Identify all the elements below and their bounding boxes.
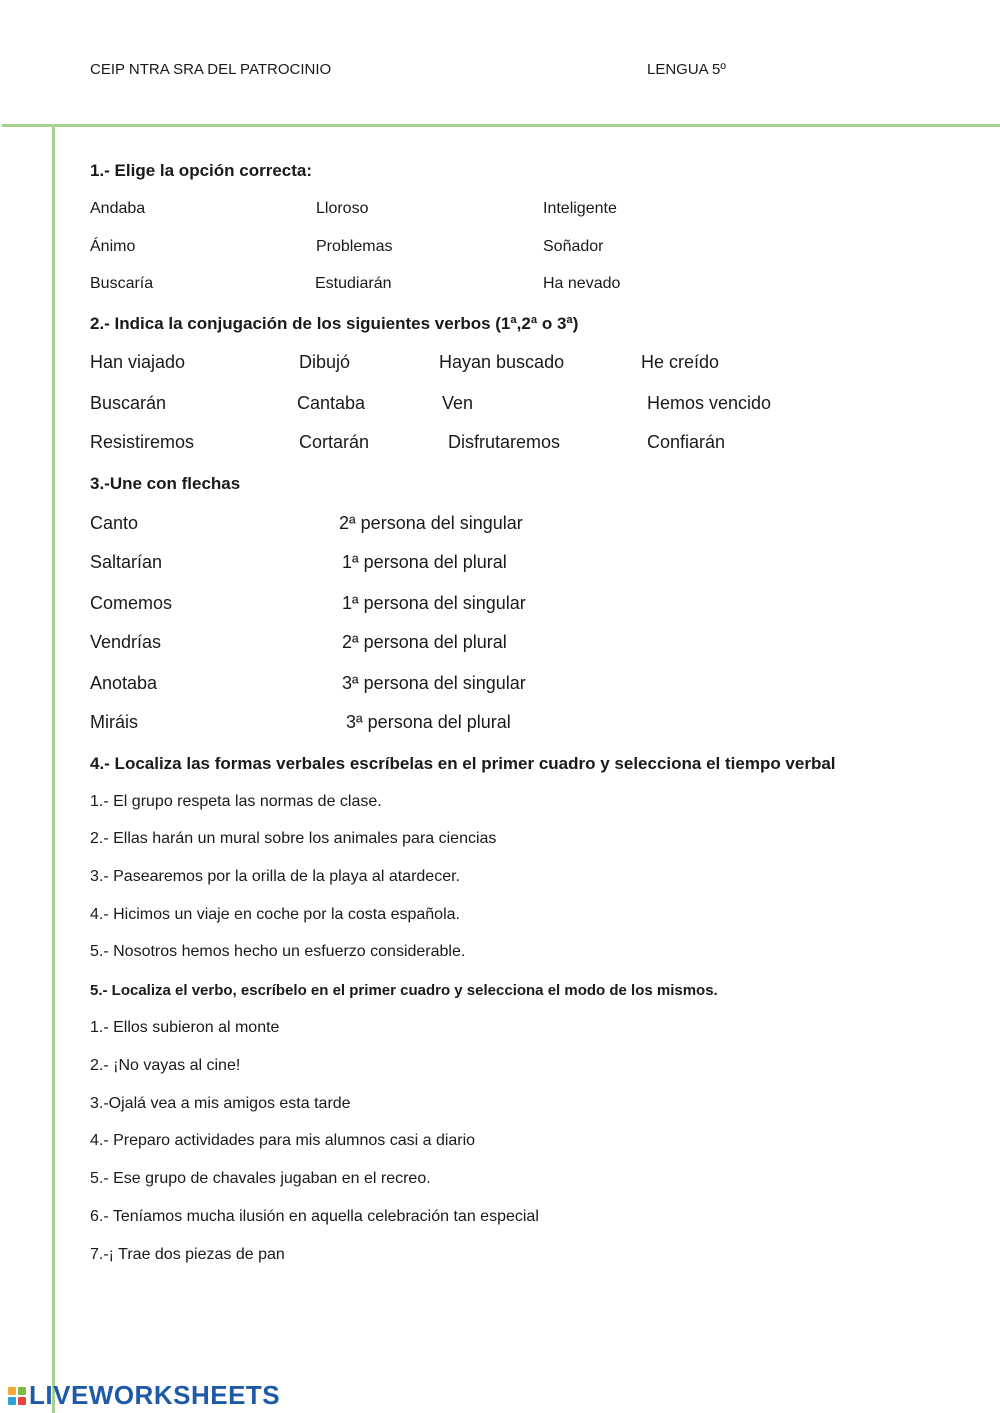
s5-sentence: 6.- Teníamos mucha ilusión en aquella celebración tan especial <box>90 1208 539 1225</box>
s2-verb: He creído <box>641 352 720 372</box>
s2-verb: Confiarán <box>647 432 726 452</box>
s3-verb[interactable]: Vendrías <box>90 632 162 652</box>
s3-verb[interactable]: Saltarían <box>90 552 163 572</box>
section3-title: 3.-Une con flechas <box>90 474 241 493</box>
margin-line <box>52 127 55 1413</box>
s1-word: Andaba <box>90 200 146 217</box>
s1-word: Inteligente <box>543 200 617 217</box>
s1-word: Ánimo <box>90 238 136 255</box>
s2-verb: Resistiremos <box>90 432 195 452</box>
s5-sentence: 5.- Ese grupo de chavales jugaban en el recreo. <box>90 1170 431 1187</box>
s2-verb: Buscarán <box>90 393 167 413</box>
brand-name: LIVEWORKSHEETS <box>29 1380 281 1410</box>
subject-label: LENGUA 5º <box>647 61 726 78</box>
s5-sentence: 7.-¡ Trae dos piezas de pan <box>90 1246 285 1263</box>
s5-sentence: 3.-Ojalá vea a mis amigos esta tarde <box>90 1095 351 1112</box>
s3-person[interactable]: 3ª persona del singular <box>342 673 526 693</box>
s3-person[interactable]: 1ª persona del singular <box>342 593 526 613</box>
s3-verb[interactable]: Canto <box>90 513 139 533</box>
s2-verb: Hayan buscado <box>439 352 565 372</box>
s4-sentence: 3.- Pasearemos por la orilla de la playa al atardecer. <box>90 868 460 885</box>
s3-verb[interactable]: Anotaba <box>90 673 158 693</box>
s4-sentence: 4.- Hicimos un viaje en coche por la costa española. <box>90 906 460 923</box>
s1-word: Estudiarán <box>315 275 392 292</box>
header-divider <box>2 124 1000 127</box>
liveworksheets-logo-icon <box>8 1387 26 1405</box>
s4-sentence: 1.- El grupo respeta las normas de clase. <box>90 793 382 810</box>
section2-title: 2.- Indica la conjugación de los siguientes verbos (1ª,2ª o 3ª) <box>90 314 579 333</box>
s2-verb: Cortarán <box>299 432 370 452</box>
s2-verb: Han viajado <box>90 352 186 372</box>
s3-person[interactable]: 2ª persona del singular <box>339 513 523 533</box>
s5-sentence: 2.- ¡No vayas al cine! <box>90 1057 241 1074</box>
s5-sentence: 1.- Ellos subieron al monte <box>90 1019 280 1036</box>
s3-verb[interactable]: Comemos <box>90 593 173 613</box>
s3-person[interactable]: 1ª persona del plural <box>342 552 507 572</box>
s1-word: Lloroso <box>316 200 369 217</box>
s2-verb: Hemos vencido <box>647 393 772 413</box>
s3-verb[interactable]: Miráis <box>90 712 138 732</box>
s4-sentence: 5.- Nosotros hemos hecho un esfuerzo considerable. <box>90 943 466 960</box>
s1-word: Problemas <box>316 238 393 255</box>
s2-verb: Ven <box>442 393 474 413</box>
s2-verb: Cantaba <box>297 393 366 413</box>
s2-verb: Dibujó <box>299 352 351 372</box>
s5-sentence: 4.- Preparo actividades para mis alumnos casi a diario <box>90 1132 476 1149</box>
s1-word: Soñador <box>543 238 604 255</box>
school-name: CEIP NTRA SRA DEL PATROCINIO <box>90 61 332 78</box>
s3-person[interactable]: 2ª persona del plural <box>342 632 507 652</box>
s1-word: Ha nevado <box>543 275 621 292</box>
liveworksheets-logo[interactable] <box>8 1380 280 1411</box>
s3-person[interactable]: 3ª persona del plural <box>346 712 511 732</box>
s2-verb: Disfrutaremos <box>448 432 561 452</box>
s4-sentence: 2.- Ellas harán un mural sobre los animales para ciencias <box>90 830 497 847</box>
s1-word: Buscaría <box>90 275 154 292</box>
section1-title: 1.- Elige la opción correcta: <box>90 161 313 180</box>
section4-title: 4.- Localiza las formas verbales escríbelas en el primer cuadro y selecciona el tiempo verbal <box>90 754 836 773</box>
section5-title: 5.- Localiza el verbo, escríbelo en el primer cuadro y selecciona el modo de los mismos. <box>90 982 718 999</box>
